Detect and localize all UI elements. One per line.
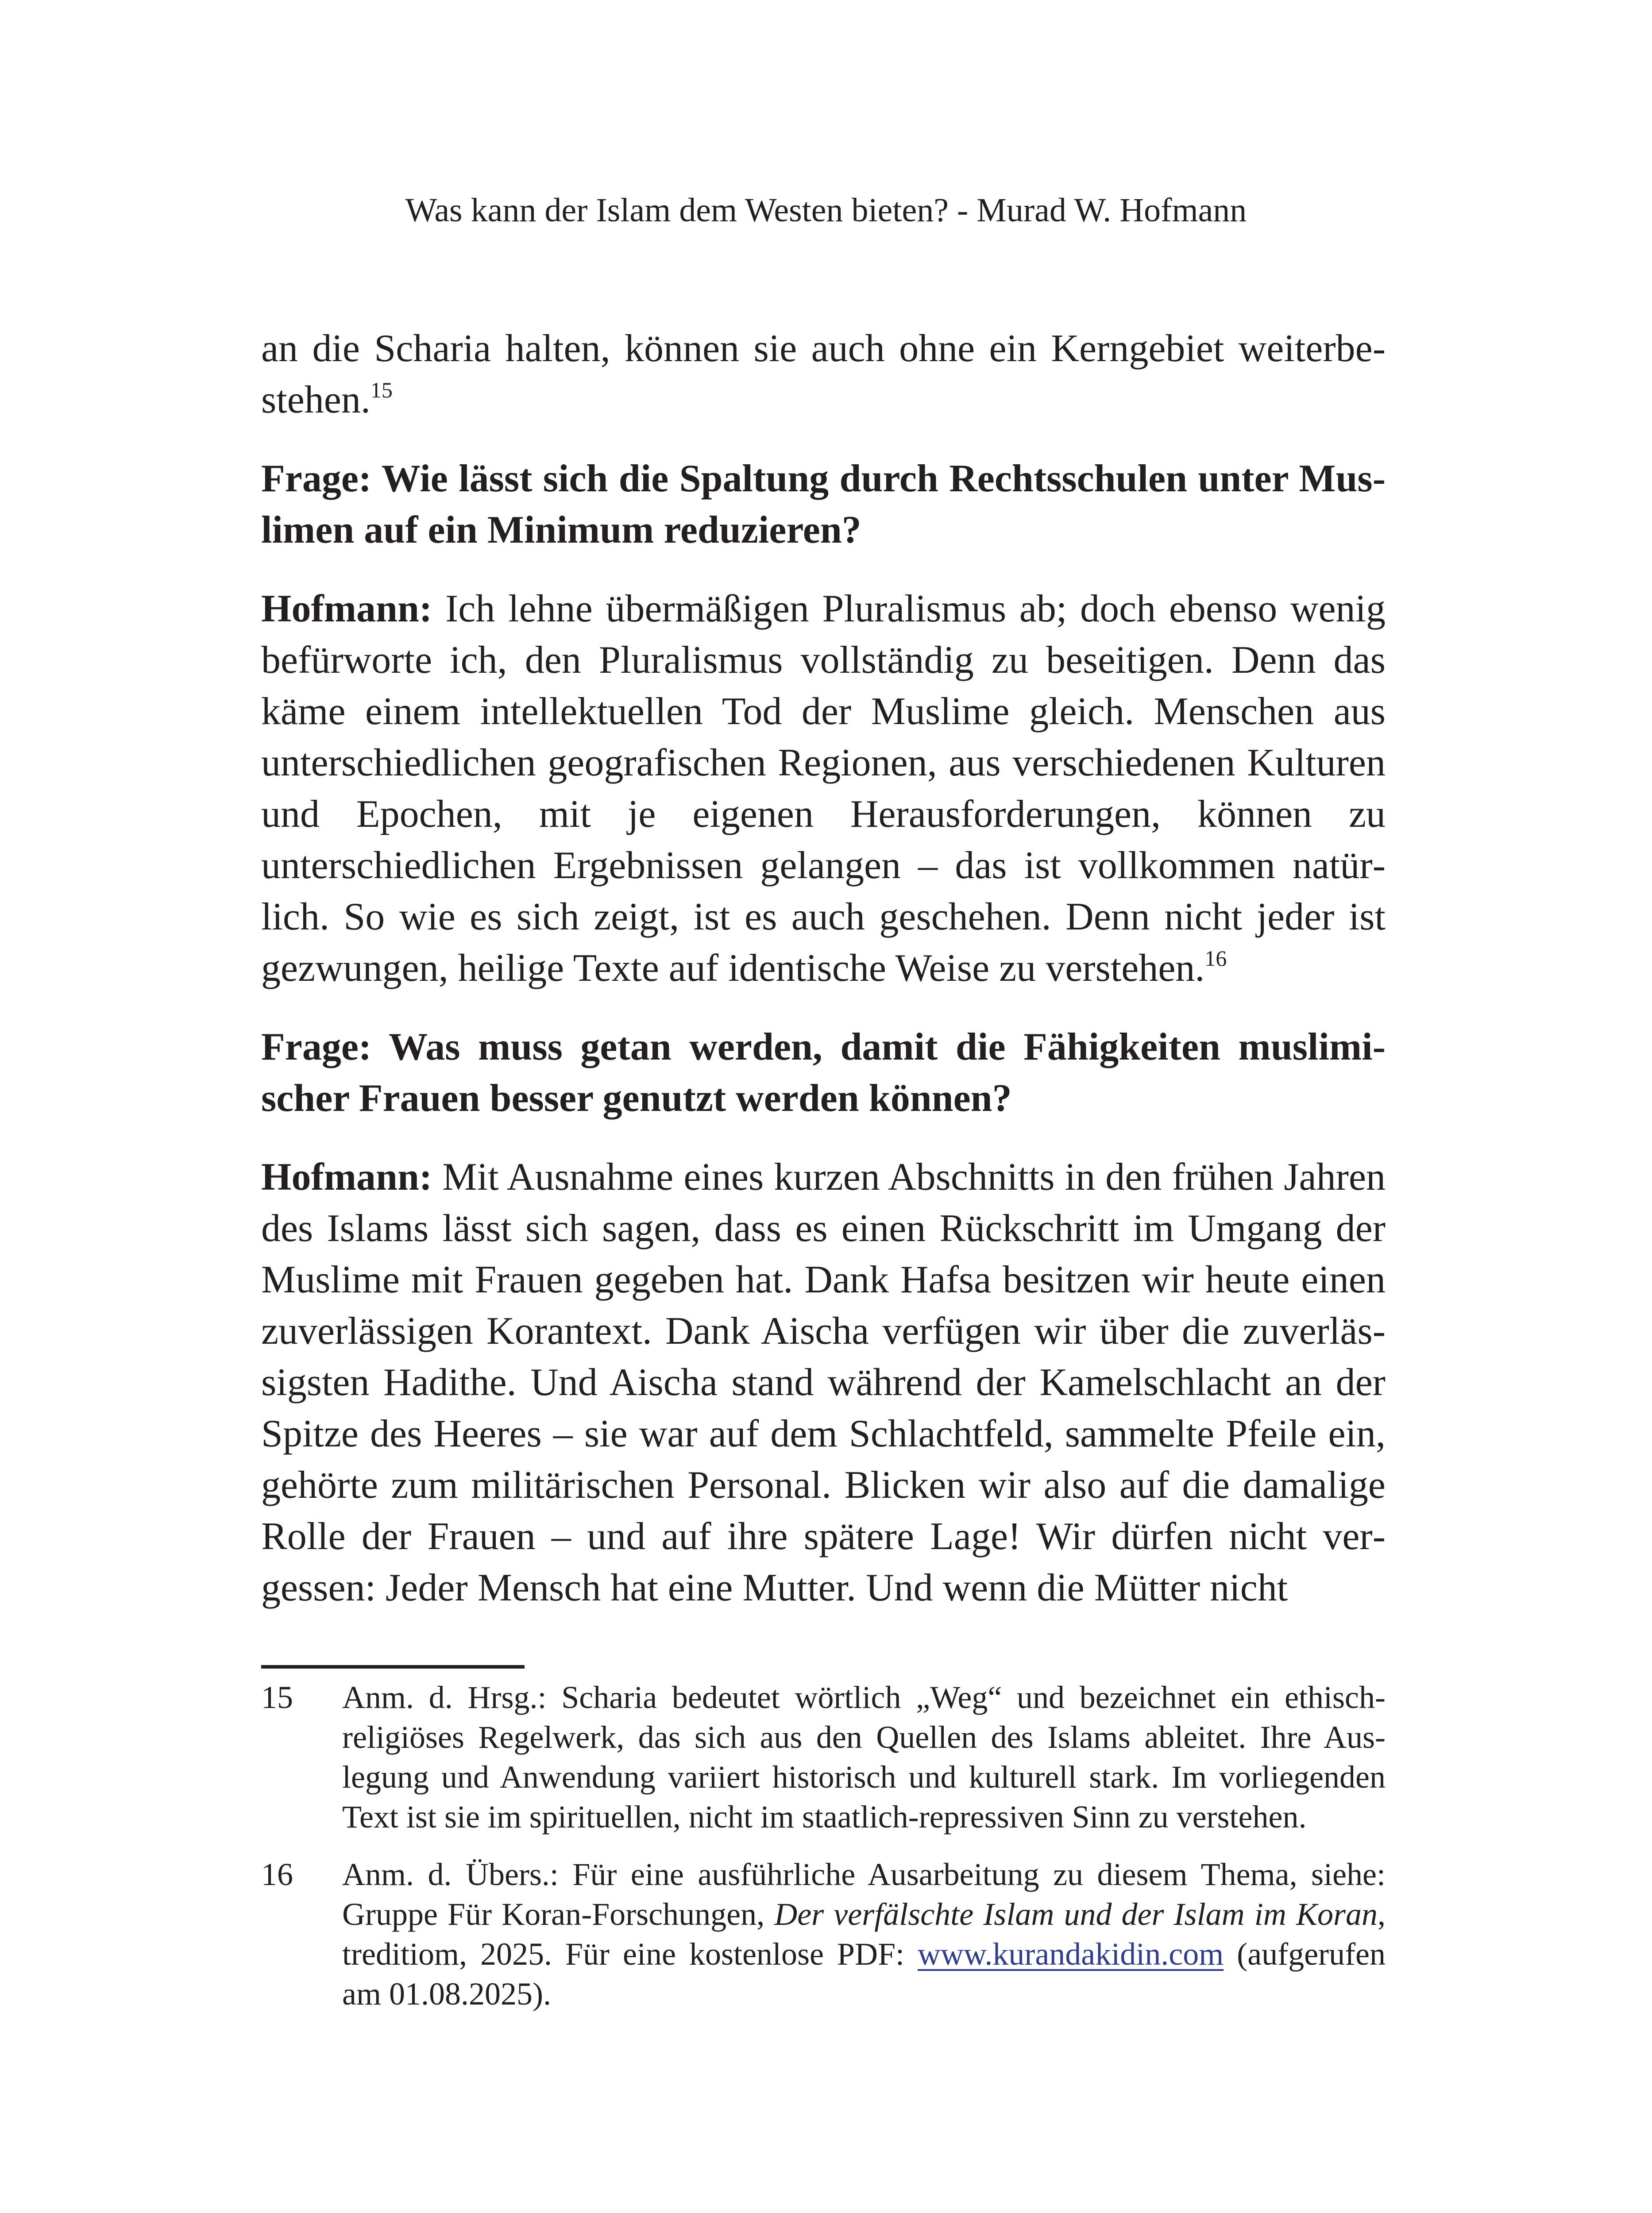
paragraph-continuation [261,323,1386,426]
paragraph-text: an die Scharia halten, können sie auch ohne ein Kerngebiet weiterbestehen. [261,327,1386,421]
book-title: Der verfälschte Islam und der Islam im Koran [774,1897,1378,1932]
answer-paragraph-2 [261,1152,1386,1614]
footnote-number: 16 [261,1857,293,1892]
footnote-15 [261,1677,1386,1837]
speaker-label: Hofmann: [261,1156,432,1199]
footnote-text: , treditiom, 2025. Für eine kostenlose PDF: [342,1897,1386,1972]
main-text [261,323,1386,1614]
page-number [0,2211,1652,2213]
question-heading-2: Frage: Was muss getan werden, damit die Fähigkeiten muslimischer Frauen besser genutzt werden können? [261,1026,1386,1120]
footnote-text: (aufgerufen am 01.08.2025). [342,1936,1386,2012]
pdf-link[interactable]: www.kurandakidin.com [918,1936,1224,1972]
footnote-ref-15[interactable]: 15 [370,378,393,402]
answer-paragraph-1 [261,583,1386,994]
footnote-text: Anm. d. Hrsg.: Scharia bedeutet wörtlich „Weg“ und bezeichnet ein ethisch-religiöses Regelwerk, das sich aus den Quellen des Islams ableitet. Ihre Auslegung und Anwendung variiert historisch und kulturell stark. Im vorliegenden Text ist sie im spirituellen, nicht im staatlich-repressiven Sinn zu verstehen. [342,1680,1386,1835]
question-heading-1: Frage: Wie lässt sich die Spaltung durch Rechtsschulen unter Muslimen auf ein Minimum reduzieren? [261,457,1386,551]
footnote-divider [261,1665,525,1669]
running-head: Was kann der Islam dem Westen bieten? - Murad W. Hofmann [405,192,1247,229]
footnote-ref-16[interactable]: 16 [1204,946,1227,971]
footnote-16 [261,1854,1386,2014]
answer-text: Ich lehne übermäßigen Pluralismus ab; doch ebenso wenig befürworte ich, den Pluralismus vollständig zu beseitigen. Denn das käme einem intellektuellen Tod der Muslime gleich. Menschen aus unterschiedlichen geografischen Regionen, aus verschiedenen Kulturen und Epochen, mit je eigenen Herausforderungen, können zu unterschiedlichen Ergebnissen gelangen – das ist vollkommen natürlich. So wie es sich zeigt, ist es auch geschehen. Denn nicht jeder ist gezwungen, heilige Texte auf identische Weise zu verstehen. [261,587,1386,990]
footnote-number: 15 [261,1680,293,1715]
speaker-label: Hofmann: [261,587,432,630]
footnotes [261,1677,1386,2014]
answer-text: Mit Ausnahme eines kurzen Abschnitts in den frühen Jahren des Islams lässt sich sagen, dass es einen Rückschritt im Umgang der Muslime mit Frauen gegeben hat. Dank Hafsa besitzen wir heute einen zuverlässigen Korantext. Dank Aischa verfügen wir über die zuverlässigsten Hadithe. Und Aischa stand während der Kamelschlacht an der Spitze des Heeres – sie war auf dem Schlachtfeld, sammelte Pfeile ein, gehörte zum militärischen Personal. Blicken wir also auf die damalige Rolle der Frauen – und auf ihre spätere Lage! Wir dürfen nicht vergessen: Jeder Mensch hat eine Mutter. Und wenn die Mütter nicht [261,1156,1386,1609]
footnote-text: Anm. d. Übers.: Für eine ausführliche Ausarbeitung zu diesem Thema, siehe: Gruppe Für Koran-Forschungen, [342,1857,1386,1932]
